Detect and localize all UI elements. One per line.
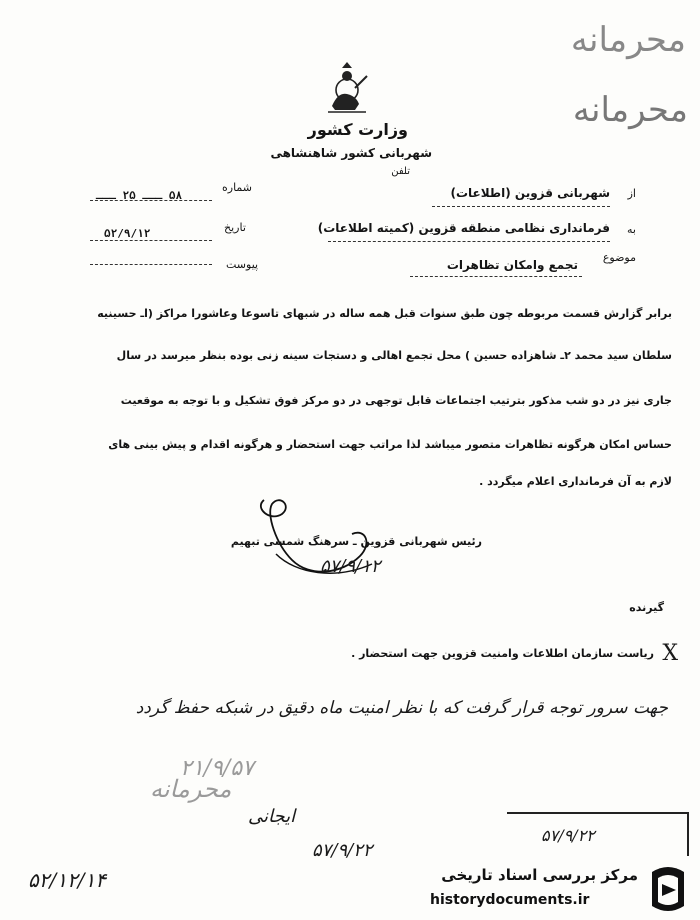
classification-stamp-text: محرمانه bbox=[570, 20, 686, 60]
number-label: شماره bbox=[222, 181, 253, 194]
classification-stamp-text-2: محرمانه bbox=[572, 90, 688, 130]
body-line-4: حساس امکان هرگونه تظاهرات متصور میباشد لذا مراتب جهت استحضار و هرگونه اقدام و پیش بینی های bbox=[108, 438, 672, 451]
attachment-label: پیوست bbox=[226, 258, 259, 271]
annotation-stamp-faded: محرمانه bbox=[150, 775, 232, 803]
annotation-date: ۵۷/۹/۲۲ bbox=[312, 840, 373, 861]
watermark bbox=[418, 864, 690, 916]
annotation-line-2: ۲۱/۹/۵۷ bbox=[180, 756, 254, 781]
classification-stamp-2 bbox=[573, 90, 688, 130]
subject-value: تجمع وامکان تظاهرات bbox=[446, 258, 578, 272]
from-value: شهربانی قزوین (اطلاعات) bbox=[450, 186, 610, 200]
from-label: از bbox=[627, 187, 636, 200]
annotation-initials: ایجانی bbox=[248, 806, 296, 827]
recipient-check-mark: X bbox=[662, 641, 678, 666]
signature-date: ۵۷/۹/۱۲ bbox=[320, 556, 381, 577]
subject-label: موضوع bbox=[602, 251, 636, 264]
subject-line bbox=[410, 276, 582, 277]
watermark-url: historydocuments.ir bbox=[430, 892, 590, 908]
body-line-5: لازم به آن فرمانداری اعلام میگردد . bbox=[479, 475, 672, 488]
document-archive-icon bbox=[646, 864, 690, 914]
to-line bbox=[328, 241, 610, 242]
phone-label: تلفن bbox=[391, 166, 410, 177]
from-line bbox=[432, 206, 610, 207]
recipients-label: گیرنده bbox=[629, 601, 664, 614]
to-value: فرمانداری نظامی منطقه قزوین (کمیته اطلاعات) bbox=[317, 221, 610, 235]
body-line-3: جاری نیز در دو شب مذکور بترتیب اجتماعات قابل توجهی در دو مرکز فوق تشکیل و با توجه به موقعیت bbox=[120, 394, 672, 407]
signature-title: رئیس شهربانی قزوین ـ سرهنگ شمسی تبهیم bbox=[230, 535, 482, 548]
archive-stamp-box bbox=[507, 812, 689, 856]
watermark-title: مرکز بررسی اسناد تاریخی bbox=[441, 866, 638, 884]
recipient-line: ریاست سازمان اطلاعات وامنیت قزوین جهت استحضار . bbox=[351, 647, 654, 660]
body-line-1: برابر گزارش قسمت مربوطه چون طبق سنوات قبل همه ساله در شبهای تاسوعا وعاشورا مراکز (اـ حسینیه bbox=[97, 307, 672, 320]
classification-stamp bbox=[571, 20, 686, 60]
annotation-line-1: جهت سرور توجه قرار گرفت که با نظر امنیت ماه دقیق در شبکه حفظ گردد bbox=[135, 698, 668, 718]
date-line bbox=[90, 240, 212, 241]
to-label: به bbox=[627, 223, 636, 236]
bureau-name: شهربانی کشور شاهنشاهی bbox=[270, 146, 432, 160]
body-line-2: سلطان سید محمد ۲ـ شاهزاده حسین ) محل تجمع اهالی و دستجات سینه زنی بوده بنظر میرسد در سال bbox=[116, 349, 672, 362]
number-value: ۵۸ ـــ ۲۵ ـــ bbox=[96, 189, 183, 202]
ministry-name: وزارت کشور bbox=[307, 120, 408, 139]
attachment-line bbox=[90, 264, 212, 265]
left-margin-date: ۵۲/۱۲/۱۴ bbox=[28, 868, 106, 892]
archive-date: ۵۷/۹/۲۲ bbox=[541, 826, 595, 845]
lion-and-sun-emblem-icon bbox=[318, 58, 376, 116]
date-value: ۵۲/۹/۱۲ bbox=[104, 227, 151, 240]
date-label: تاریخ bbox=[224, 221, 246, 234]
